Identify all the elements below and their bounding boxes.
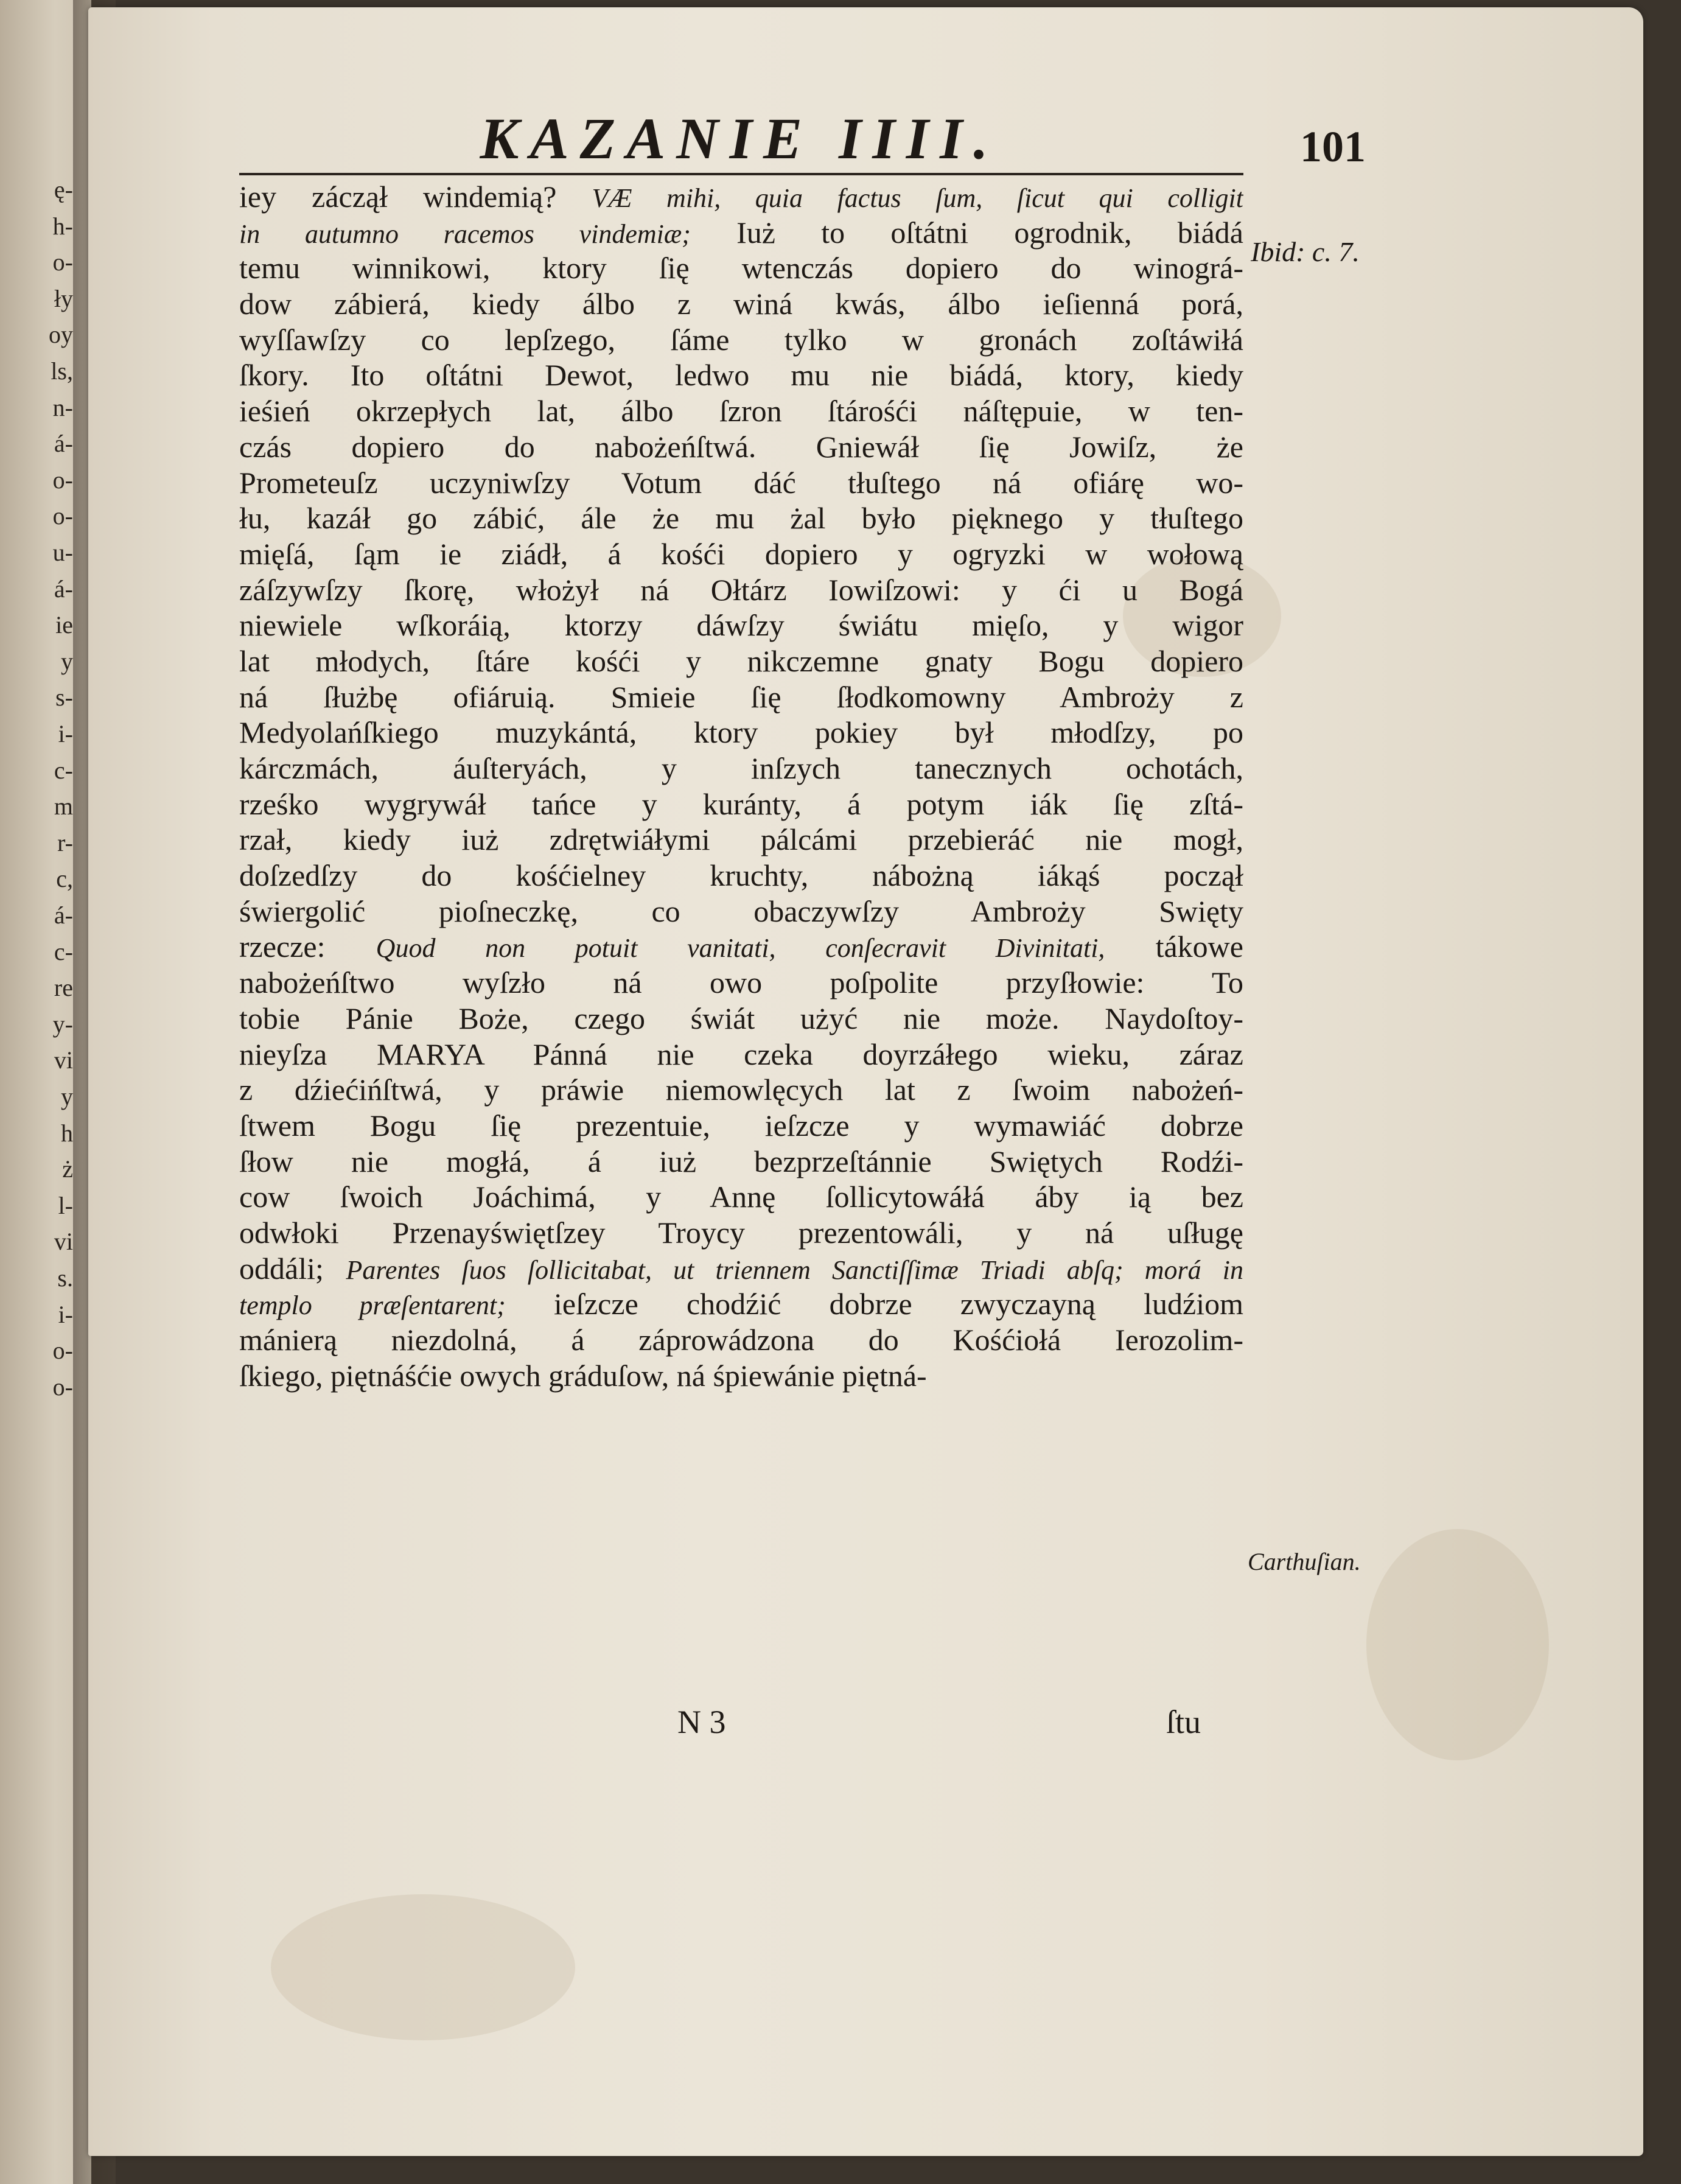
verso-line-fragment: ły bbox=[54, 284, 73, 312]
verso-line-fragment: y bbox=[61, 1083, 73, 1110]
text-segment: cow ſwoich Joáchimá, y Annę ſollicytowáłá áby ią bez bbox=[239, 1180, 1243, 1214]
text-segment: lat młodych, ſtáre kośći y nikczemne gnaty Bogu dopiero bbox=[239, 643, 1243, 678]
catchword: ſtu bbox=[1166, 1704, 1201, 1740]
text-segment: świergolić pioſneczkę, co obaczywſzy Ambroży Swięty bbox=[239, 894, 1243, 928]
verso-line-fragment: á- bbox=[54, 901, 73, 929]
text-segment: ná ſłużbę ofiáruią. Smieie ſię ſłodkomowny Ambroży z bbox=[239, 679, 1243, 714]
margin-note-carthusian: Carthuſian. bbox=[1248, 1548, 1361, 1575]
paper-stain bbox=[271, 1894, 575, 2040]
text-segment: ſtwem Bogu ſię prezentuie, ieſzcze y wymawiáć dobrze bbox=[239, 1108, 1243, 1143]
text-line bbox=[239, 1358, 1243, 1394]
text-segment: mánierą niezdolná, á záprowádzona do Kośćiołá Ierozolim- bbox=[239, 1323, 1243, 1357]
signature-mark: N 3 bbox=[677, 1704, 726, 1740]
verso-line-fragment: s- bbox=[55, 684, 73, 712]
verso-line-fragment: h- bbox=[52, 212, 73, 240]
latin-quote: in autumno racemos vindemiæ; bbox=[239, 219, 691, 249]
text-segment: czás dopiero do nabożeńſtwá. Gniewáł ſię Jowiſz, że bbox=[239, 429, 1243, 464]
text-segment: rzał, kiedy iuż zdrętwiáłymi pálcámi przebieráć nie mogł, bbox=[239, 822, 1243, 857]
text-segment: temu winnikowi, ktory ſię wtenczás dopiero do winográ- bbox=[239, 251, 1243, 285]
verso-line-fragment: ę- bbox=[54, 176, 73, 203]
text-segment: rzecze: bbox=[239, 929, 376, 964]
latin-quote: Quod non potuit vanitati, conſecravit Divinitati, bbox=[376, 933, 1105, 964]
verso-line-fragment: l- bbox=[58, 1191, 73, 1219]
text-line bbox=[239, 894, 1243, 929]
verso-line-fragment: y- bbox=[52, 1010, 73, 1038]
verso-line-fragment: i- bbox=[58, 720, 73, 747]
verso-line-fragment: re bbox=[54, 974, 73, 1002]
text-line bbox=[239, 822, 1243, 858]
verso-line-fragment: c- bbox=[54, 937, 73, 965]
text-line bbox=[239, 1001, 1243, 1037]
verso-line-fragment: s. bbox=[57, 1264, 73, 1292]
text-segment: ſkory. Ito oſtátni Dewot, ledwo mu nie biádá, ktory, kiedy bbox=[239, 358, 1243, 393]
text-segment: tobie Pánie Boże, czego świát użyć nie może. Naydoſtoy- bbox=[239, 1001, 1243, 1035]
margin-note-ibid: Ibid: c. 7. bbox=[1251, 236, 1360, 267]
text-segment: kárczmách, áuſteryách, y inſzych tanecznych ochotách, bbox=[239, 751, 1243, 785]
verso-line-fragment: ie bbox=[55, 611, 73, 639]
text-segment: ieſzcze chodźić dobrze zwyczayną ludźiom bbox=[505, 1287, 1243, 1321]
text-line bbox=[239, 1322, 1243, 1358]
head-rule bbox=[239, 173, 1243, 175]
recto-page bbox=[88, 7, 1643, 2156]
text-segment: łu, kazáł go zábić, ále że mu żal było pięknego y tłuſtego bbox=[239, 501, 1243, 536]
text-segment: wyſſawſzy co lepſzego, ſáme tylko w gronách zoſtáwiłá bbox=[239, 322, 1243, 357]
verso-line-fragment: r- bbox=[57, 828, 73, 856]
paper-stain bbox=[1366, 1529, 1549, 1760]
text-line bbox=[239, 1251, 1243, 1287]
verso-line-fragment: c- bbox=[54, 756, 73, 784]
verso-line-fragment: á- bbox=[54, 575, 73, 603]
verso-line-fragment: oy bbox=[49, 321, 73, 349]
text-line bbox=[239, 500, 1243, 536]
verso-line-fragment: o- bbox=[52, 1373, 73, 1401]
text-segment: niewiele wſkoráią, ktorzy dáwſzy świátu mięſo, y wigor bbox=[239, 608, 1243, 643]
text-segment: Medyolańſkiego muzykántá, ktory pokiey był młodſzy, po bbox=[239, 715, 1243, 750]
text-segment: oddáli; bbox=[239, 1251, 346, 1286]
text-line bbox=[239, 1144, 1243, 1180]
text-segment: iey záczął windemią? bbox=[239, 180, 592, 214]
text-line bbox=[239, 607, 1243, 643]
text-line bbox=[239, 286, 1243, 322]
latin-quote: Parentes ſuos ſollicitabat, ut triennem Sanctiſſimæ Triadi abſq; morá in bbox=[346, 1255, 1243, 1285]
text-segment: nabożeńſtwo wyſzło ná owo poſpolite przyſłowie: To bbox=[239, 965, 1243, 1000]
verso-line-fragment: o- bbox=[52, 466, 73, 494]
verso-line-fragment: m bbox=[54, 793, 73, 821]
text-line bbox=[239, 858, 1243, 894]
latin-quote: VÆ mihi, quia factus ſum, ſicut qui colligit bbox=[592, 183, 1243, 213]
text-segment: ſłow nie mogłá, á iuż bezprzeſtánnie Swiętych Rodźi- bbox=[239, 1144, 1243, 1178]
latin-quote: templo præſentarent; bbox=[239, 1290, 506, 1321]
footer-line bbox=[239, 1703, 1201, 1740]
text-line bbox=[239, 429, 1243, 465]
body-text bbox=[239, 179, 1243, 1393]
text-segment: ſkiego, piętnáśćie owych gráduſow, ná śpiewánie piętná- bbox=[239, 1358, 927, 1393]
text-line bbox=[239, 1286, 1243, 1322]
text-line bbox=[239, 393, 1243, 429]
verso-line-fragment: u- bbox=[52, 539, 73, 566]
text-line bbox=[239, 786, 1243, 822]
text-line bbox=[239, 357, 1243, 393]
text-segment: ieśień okrzepłych lat, álbo ſzron ſtárośći náſtępuie, w ten- bbox=[239, 394, 1243, 429]
text-line bbox=[239, 643, 1243, 679]
verso-line-fragment: n- bbox=[52, 393, 73, 421]
text-line bbox=[239, 322, 1243, 358]
verso-line-fragment: o- bbox=[52, 248, 73, 276]
verso-line-fragment: h bbox=[61, 1119, 73, 1147]
verso-line-fragment: i- bbox=[58, 1300, 73, 1328]
text-line bbox=[239, 1037, 1243, 1073]
verso-line-fragment: á- bbox=[54, 430, 73, 458]
text-line bbox=[239, 1108, 1243, 1144]
text-segment: odwłoki Przenayświętſzey Troycy prezentowáli, y ná uſługę bbox=[239, 1215, 1243, 1250]
running-head: KAZANIE IIII. bbox=[480, 106, 999, 171]
text-segment: Prometeuſz uczyniwſzy Votum dáć tłuſtego ná ofiárę wo- bbox=[239, 465, 1243, 500]
text-segment: záſzywſzy ſkorę, włożył ná Ołtárz Iowiſzowi: y ći u Bogá bbox=[239, 572, 1243, 607]
verso-line-fragment: c, bbox=[56, 865, 73, 893]
verso-line-fragment: ls, bbox=[51, 357, 73, 385]
text-segment: dow zábierá, kiedy álbo z winá kwás, álbo ieſienná porá, bbox=[239, 287, 1243, 321]
text-line bbox=[239, 179, 1243, 215]
text-line bbox=[239, 215, 1243, 251]
text-segment: nieyſza MARYA Pánná nie czeka doyrzáłego wieku, zárаz bbox=[239, 1037, 1243, 1071]
verso-line-fragment: ż bbox=[62, 1155, 73, 1183]
text-segment: mięſá, ſąm ie ziádł, á kośći dopiero y ogryzki w wołową bbox=[239, 536, 1243, 571]
text-line bbox=[239, 536, 1243, 572]
text-segment: rześko wygrywáł tańce y kuránty, á potym iák ſię zſtá- bbox=[239, 786, 1243, 821]
text-line bbox=[239, 965, 1243, 1001]
text-line bbox=[239, 1179, 1243, 1215]
text-line bbox=[239, 1072, 1243, 1108]
text-segment: tákowe bbox=[1105, 929, 1243, 964]
text-line bbox=[239, 465, 1243, 501]
text-line bbox=[239, 1215, 1243, 1251]
text-line bbox=[239, 572, 1243, 608]
text-segment: z dźiećińſtwá, y práwie niemowlęcych lat z ſwoim nabożeń- bbox=[239, 1073, 1243, 1107]
verso-line-fragment: o- bbox=[52, 502, 73, 530]
text-segment: Iuż to oſtátni ogrodnik, biádá bbox=[690, 215, 1243, 250]
verso-line-fragment: vi bbox=[54, 1228, 73, 1256]
text-line bbox=[239, 715, 1243, 751]
verso-line-fragment: y bbox=[61, 647, 73, 675]
page-number: 101 bbox=[1300, 122, 1366, 171]
verso-line-fragment: vi bbox=[54, 1046, 73, 1074]
text-line bbox=[239, 929, 1243, 965]
text-line bbox=[239, 751, 1243, 786]
text-line bbox=[239, 679, 1243, 715]
verso-line-fragment: o- bbox=[52, 1337, 73, 1365]
text-segment: doſzedſzy do kośćielney kruchty, nábożną iákąś począł bbox=[239, 858, 1243, 893]
text-line bbox=[239, 250, 1243, 286]
